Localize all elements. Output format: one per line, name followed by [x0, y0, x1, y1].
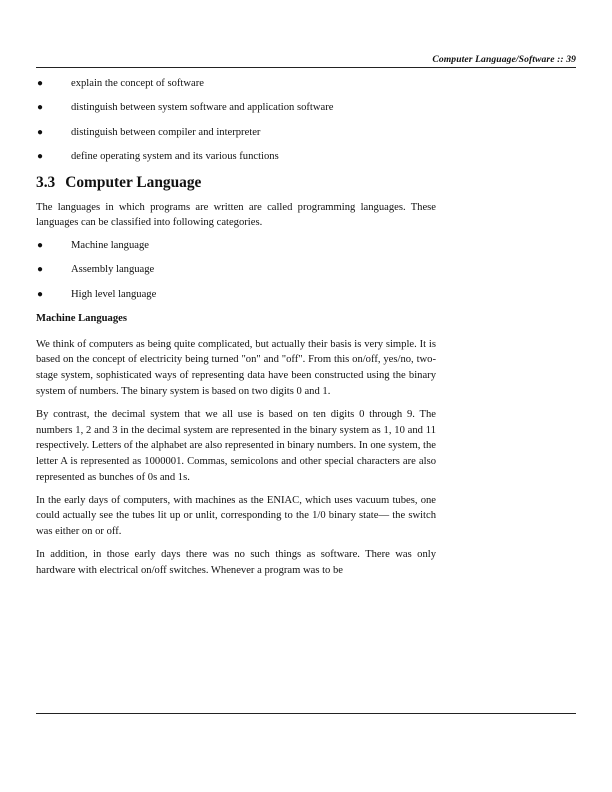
category-text: Machine language [71, 240, 149, 252]
paragraph: In the early days of computers, with machines as the ENIAC, which uses vacuum tubes, one could actually see the tubes lit up or unlit, corresponding to the 1/0 binary state— the switch was either on or off. [36, 494, 436, 538]
objective-text: define operating system and its various functions [71, 151, 279, 163]
section-number: 3.3 [36, 173, 56, 191]
objective-text: explain the concept of software [71, 78, 204, 89]
paragraph: In addition, in those early days there was no such things as software. There was only hardware with electrical on/off switches. Whenever a program was to be [36, 549, 436, 576]
paragraph: By contrast, the decimal system that we all use is based on ten digits 0 through 9. The numbers 1, 2 and 3 in the decimal system are represented in the binary system as 1, 10 and 11 respectively. Letters of the alphabet are also represented in binary numbers. In one system, the letter A is represented as 1000001. Commas, semicolons and other special characters are also represented as bunches of 0s and 1s. [36, 408, 436, 483]
section-heading [36, 174, 436, 192]
list-item [36, 125, 436, 141]
category-text: High level language [71, 288, 157, 300]
list-item [36, 262, 436, 278]
language-categories-list [36, 238, 436, 302]
objective-text: distinguish between system software and application software [71, 102, 334, 114]
bullet-icon: ● [37, 102, 44, 114]
list-item [36, 100, 436, 116]
bullet-icon: ● [37, 288, 44, 300]
bullet-icon: ● [37, 240, 44, 252]
list-item [36, 149, 436, 165]
page-body [36, 76, 436, 586]
section-title: Computer Language [65, 173, 202, 191]
list-item [36, 287, 436, 303]
paragraph: We think of computers as being quite complicated, but actually their basis is very simple. It is based on the concept of electricity being turned "on" and "off". From this on/off, yes/no, two-stage system, sophisticated ways of representing data have been constructed using the binary system of numbers. The binary system is based on two digits 0 and 1. [36, 338, 436, 397]
footer-rule [36, 713, 576, 714]
list-item [36, 238, 436, 254]
bullet-icon: ● [37, 151, 44, 163]
header-rule [36, 67, 576, 68]
objectives-list [36, 76, 436, 165]
category-text: Assembly language [71, 264, 155, 276]
section-intro: The languages in which programs are written are called programming languages. These languages can be classified into following categories. [36, 201, 436, 229]
bullet-icon: ● [37, 126, 44, 138]
objective-text: distinguish between compiler and interpreter [71, 126, 261, 138]
subsection-heading: Machine Languages [36, 312, 127, 324]
bullet-icon: ● [37, 264, 44, 276]
running-header: Computer Language/Software :: 39 [432, 54, 576, 65]
bullet-icon: ● [37, 78, 44, 89]
list-item [36, 76, 436, 92]
